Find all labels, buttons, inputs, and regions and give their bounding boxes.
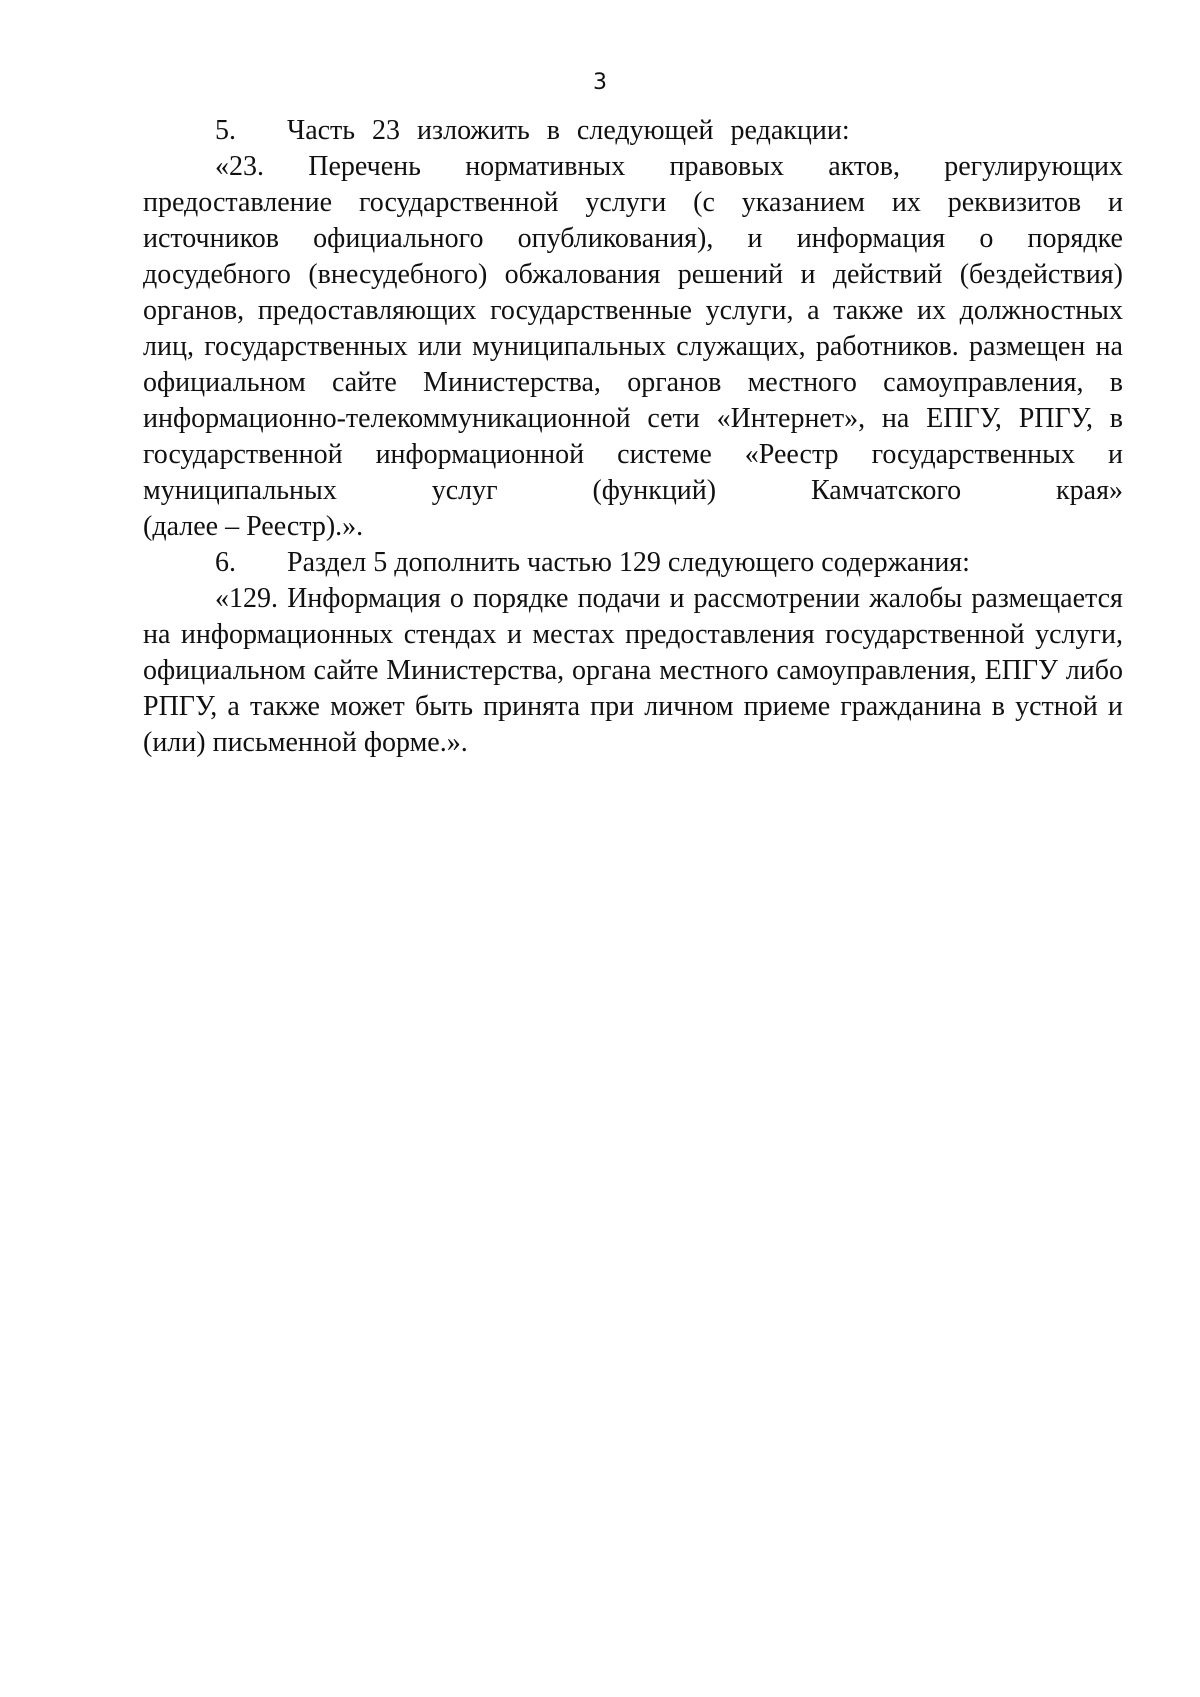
word: самоуправления, (883, 367, 1084, 398)
word: услуги, (705, 295, 794, 326)
word: может (330, 691, 405, 722)
line-text: (или) письменной форме.». (143, 727, 468, 758)
word: и (669, 583, 685, 614)
item-5-heading (143, 113, 1123, 149)
word: порядке (473, 583, 569, 614)
word: и (1107, 439, 1123, 470)
word: жалобы (869, 583, 963, 614)
word: о (449, 583, 464, 614)
word: местного (659, 655, 769, 686)
word: реквизитов (947, 187, 1082, 218)
item-6-heading (143, 545, 1123, 581)
word: Перечень (308, 151, 421, 182)
word: действий (832, 259, 943, 290)
word: устной (1015, 691, 1098, 722)
document-body (143, 113, 1123, 761)
word: источников (143, 223, 280, 254)
word: в (1109, 403, 1123, 434)
word: размещается (971, 583, 1123, 614)
word: на (1095, 331, 1123, 362)
item5-line (143, 509, 1123, 545)
word: информационно-телекоммуникационной (143, 403, 631, 434)
item5-line (143, 185, 1123, 221)
item5-line (143, 473, 1123, 509)
word: органа (572, 655, 652, 686)
word: или (417, 331, 462, 362)
word: услуг (431, 475, 498, 506)
word: решений (677, 259, 784, 290)
word: услуги, (1035, 619, 1123, 650)
word: гражданина (840, 691, 982, 722)
word: официальном (143, 367, 306, 398)
word: органов, (143, 295, 245, 326)
word: в (1109, 367, 1123, 398)
word: ЕПГУ (984, 655, 1058, 686)
word: актов, (828, 151, 900, 182)
item5-line (143, 437, 1123, 473)
word: (бездействия) (959, 259, 1123, 290)
word: РПГУ, (143, 691, 218, 722)
word: (с (693, 187, 715, 218)
word: государственной (143, 439, 343, 470)
item-5-number: 5. (215, 115, 236, 146)
word: «Интернет», (716, 403, 866, 434)
item5-line (143, 329, 1123, 365)
item5-line (143, 293, 1123, 329)
word: и (506, 619, 522, 650)
word: предоставляющих (257, 295, 477, 326)
word: сети (647, 403, 700, 434)
word: на (143, 619, 171, 650)
word: официального (313, 223, 484, 254)
word: стендах (403, 619, 497, 650)
word: в (991, 691, 1005, 722)
item-5-heading-text: Часть 23 изложить в следующей редакции: (287, 115, 850, 146)
word: служащих, (676, 331, 806, 362)
word: а (227, 691, 240, 722)
word: также (833, 295, 904, 326)
item6-line (143, 617, 1123, 653)
word: муниципальных (143, 475, 337, 506)
word: местного (747, 367, 857, 398)
item5-line (143, 257, 1123, 293)
word: системе (617, 439, 712, 470)
word: регулирующих (944, 151, 1123, 182)
word: (внесудебного) (308, 259, 488, 290)
word: РПГУ, (1018, 403, 1093, 434)
word: досудебного (143, 259, 291, 290)
word: сайте (313, 655, 379, 686)
word: Министерства, (386, 655, 565, 686)
word: размещен (969, 331, 1086, 362)
word: предоставление (143, 187, 333, 218)
word: и (800, 259, 816, 290)
word: Министерства, (423, 367, 601, 398)
word: о (979, 223, 994, 254)
word: официальном (143, 655, 306, 686)
word: и (747, 223, 763, 254)
line-text: (далее – Реестр).». (143, 511, 364, 542)
item-5-paragraph (143, 149, 1123, 545)
item-6-number: 6. (215, 547, 236, 578)
word: Камчатского (810, 475, 962, 506)
word: опубликования), (517, 223, 714, 254)
word: (функций) (592, 475, 717, 506)
item5-line (143, 149, 1123, 185)
item6-line (143, 581, 1123, 617)
word: быть (414, 691, 474, 722)
word: государственной (358, 187, 559, 218)
word: ЕПГУ, (926, 403, 1002, 434)
word: самоуправления, (776, 655, 977, 686)
word: и (1107, 187, 1123, 218)
word: принята (483, 691, 580, 722)
item-6-paragraph (143, 581, 1123, 761)
word: государственной (825, 619, 1025, 650)
word: местах (532, 619, 615, 650)
page-number: 3 (593, 70, 607, 95)
word: при (590, 691, 635, 722)
word: порядке (1027, 223, 1123, 254)
item6-line (143, 725, 1123, 761)
word: обжалования (504, 259, 661, 290)
word: работников. (815, 331, 959, 362)
word: указанием (741, 187, 865, 218)
word: «129. (215, 583, 278, 614)
word: приеме (743, 691, 831, 722)
word: «23. (215, 151, 264, 182)
word: информационной (375, 439, 585, 470)
word: правовых (669, 151, 784, 182)
word: сайте (331, 367, 397, 398)
item5-line (143, 365, 1123, 401)
word: государственных (204, 331, 408, 362)
word: нормативных (465, 151, 626, 182)
word: рассмотрении (693, 583, 861, 614)
word: государственные (490, 295, 692, 326)
word: личном (644, 691, 734, 722)
word: «Реестр (744, 439, 839, 470)
word: на (881, 403, 910, 434)
word: лиц, (143, 331, 194, 362)
word: информационных (180, 619, 394, 650)
word: а (807, 295, 820, 326)
item6-line (143, 689, 1123, 725)
word: информация (796, 223, 946, 254)
item-6-heading-text: Раздел 5 дополнить частью 129 следующего содержания: (287, 547, 970, 578)
word: их (891, 187, 921, 218)
item6-line (143, 653, 1123, 689)
word: либо (1065, 655, 1123, 686)
word: услуги (585, 187, 667, 218)
word: их (916, 295, 946, 326)
word: также (249, 691, 320, 722)
word: должностных (959, 295, 1123, 326)
item5-line (143, 401, 1123, 437)
word: предоставления (625, 619, 815, 650)
word: органов (627, 367, 722, 398)
word: края» (1056, 475, 1123, 506)
word: Информация (287, 583, 441, 614)
word: государственных (871, 439, 1075, 470)
word: подачи (577, 583, 661, 614)
word: и (1107, 691, 1123, 722)
item5-line (143, 221, 1123, 257)
word: муниципальных (472, 331, 666, 362)
